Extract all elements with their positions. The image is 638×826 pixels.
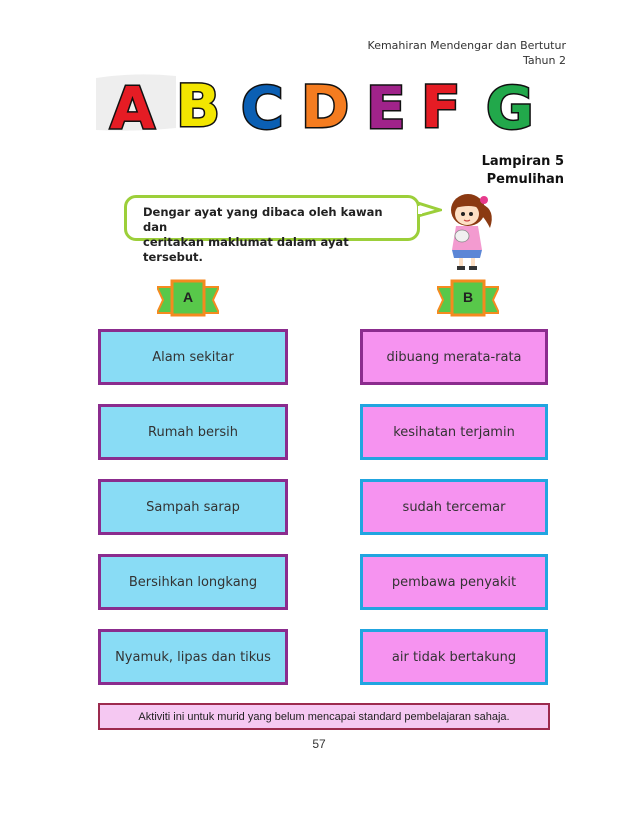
- appendix-subtitle: Pemulihan: [486, 172, 564, 187]
- column-b-item[interactable]: [360, 329, 548, 385]
- column-b-item-text: pembawa penyakit: [391, 574, 517, 590]
- appendix-label: [482, 153, 564, 189]
- column-a-label: A: [182, 289, 194, 305]
- column-b-label: B: [462, 289, 474, 305]
- speech-tail-icon: [418, 200, 442, 220]
- column-a-item[interactable]: [98, 554, 288, 610]
- column-b-item[interactable]: [360, 629, 548, 685]
- instruction-line-1: Dengar ayat yang dibaca oleh kawan dan: [143, 205, 383, 234]
- page-number: 57: [312, 737, 326, 751]
- column-b-item[interactable]: [360, 404, 548, 460]
- column-a-item-text: Alam sekitar: [152, 349, 234, 365]
- column-b-item-text: kesihatan terjamin: [393, 424, 515, 440]
- banner-letter-g: G: [486, 74, 534, 134]
- girl-holding-cat-icon: [440, 190, 496, 272]
- banner-letter-f: F: [421, 73, 461, 134]
- column-b-item[interactable]: [360, 479, 548, 535]
- instruction-bubble: [124, 195, 420, 264]
- banner-letter-c: C: [241, 74, 284, 134]
- column-a-item[interactable]: [98, 629, 288, 685]
- column-b-item-text: sudah tercemar: [402, 499, 506, 515]
- banner-letter-a: A: [110, 74, 155, 134]
- column-b-item-text: dibuang merata-rata: [386, 349, 522, 365]
- column-b-ribbon: [437, 279, 499, 319]
- page-header: [368, 38, 566, 68]
- column-a-item-text: Nyamuk, lipas dan tikus: [115, 649, 271, 665]
- banner-letter-b: B: [176, 72, 221, 134]
- footer-note: [98, 703, 550, 730]
- header-year: Tahun 2: [522, 54, 566, 67]
- header-subject: Kemahiran Mendengar dan Bertutur: [367, 39, 566, 52]
- instruction-line-2: ceritakan maklumat dalam ayat tersebut.: [143, 235, 349, 264]
- column-a-item-text: Bersihkan longkang: [128, 574, 258, 590]
- alphabet-banner: [96, 72, 568, 134]
- column-a-item[interactable]: [98, 479, 288, 535]
- column-a-item-text: Rumah bersih: [148, 424, 238, 440]
- footer-note-text: Aktiviti ini untuk murid yang belum mencapai standard pembelajaran sahaja.: [138, 710, 510, 723]
- column-b-item-text: air tidak bertakung: [391, 649, 517, 665]
- column-b-item[interactable]: [360, 554, 548, 610]
- column-a-ribbon: [157, 279, 219, 319]
- column-a-item[interactable]: [98, 404, 288, 460]
- column-a-item[interactable]: [98, 329, 288, 385]
- banner-letter-e: E: [366, 74, 406, 134]
- banner-letter-d: D: [301, 73, 350, 134]
- column-a-item-text: Sampah sarap: [146, 499, 240, 515]
- appendix-title: Lampiran 5: [481, 154, 564, 169]
